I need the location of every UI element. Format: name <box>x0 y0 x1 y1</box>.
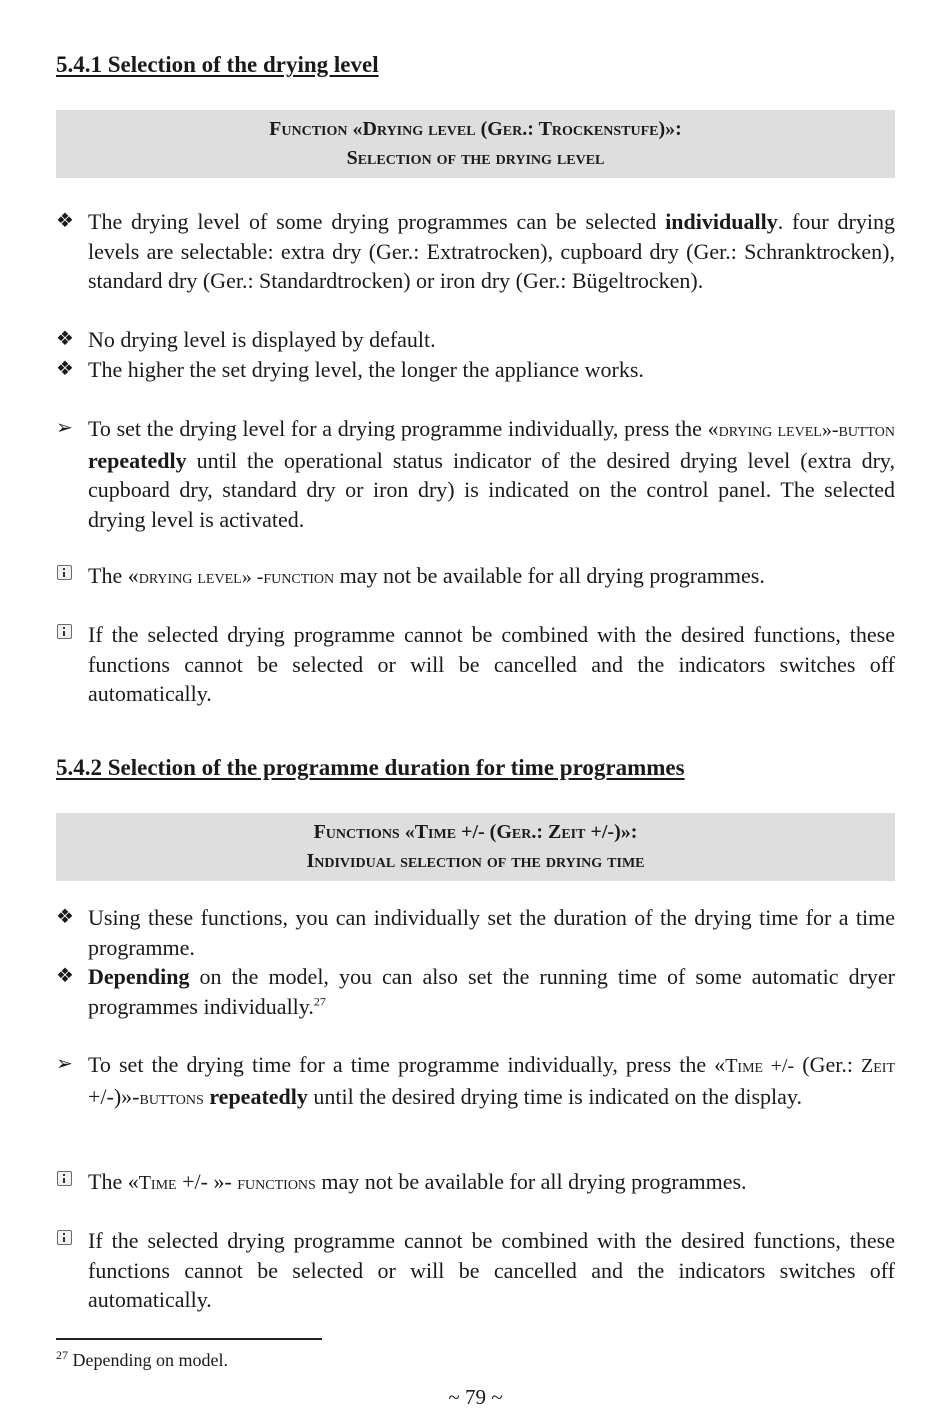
function-box-drying-level <box>56 110 895 178</box>
page-number: ~ 79 ~ <box>448 1385 503 1409</box>
info-icon <box>57 1230 72 1245</box>
bullet-item: ❖ The higher the set drying level, the longer the appliance works. <box>56 355 895 385</box>
info-icon <box>57 565 72 580</box>
footnote <box>56 1350 228 1371</box>
bullet-item: ❖ Using these functions, you can individually set the duration of the drying time for a time programme. <box>56 905 895 960</box>
bullet-item: ❖ The drying level of some drying programmes can be selected individually. four drying levels are selectable: extra dry (Ger.: Extratrocken), cupboard dry (Ger.: Schranktrocken), standard dry (Ger.: Standardtrocken) or iron dry (Ger.: Bügeltrocken). <box>56 209 895 293</box>
instruction-step: ➢ To set the drying level for a drying programme individually, press the «drying level»-button repeatedly until the operational status indicator of the desired drying level (extra dry, cupboard dry, standard dry or iron dry) is indicated on the control panel. The selected drying level is activated. <box>56 416 895 532</box>
function-box-title: Functions «Time +/- (Ger.: Zeit +/-)»: <box>313 821 638 843</box>
footnote-reference: 27 <box>313 994 326 1009</box>
footnote-text: Depending on model. <box>68 1350 228 1370</box>
arrow-icon: ➢ <box>56 417 73 439</box>
footnote-number: 27 <box>56 1348 68 1362</box>
function-box-title: Function «Drying level (Ger.: Trockenstufe)»: <box>269 118 682 140</box>
function-box-subtitle: Individual selection of the drying time <box>306 850 645 872</box>
bullet-diamond-icon: ❖ <box>56 965 74 987</box>
section-heading-5-4-1: 5.4.1 Selection of the drying level <box>56 52 379 77</box>
bullet-diamond-icon: ❖ <box>56 906 74 928</box>
info-note: If the selected drying programme cannot be combined with the desired functions, these functions cannot be selected or will be cancelled and the indicators switches off automatically. <box>56 620 895 709</box>
info-note: If the selected drying programme cannot be combined with the desired functions, these functions cannot be selected or will be cancelled and the indicators switches off automatically. <box>56 1226 895 1315</box>
bullet-diamond-icon: ❖ <box>56 328 74 350</box>
function-box-subtitle: Selection of the drying level <box>346 147 605 169</box>
function-box-time <box>56 813 895 881</box>
info-icon <box>57 1171 72 1186</box>
bullet-item: ❖ Depending on the model, you can also set the running time of some automatic dryer programmes individually.$^{27}$ <box>56 964 895 1019</box>
arrow-icon: ➢ <box>56 1053 73 1075</box>
info-icon <box>57 624 72 639</box>
bullet-diamond-icon: ❖ <box>56 358 74 380</box>
info-note: The «Time +/- »- functions may not be available for all drying programmes. <box>56 1167 895 1199</box>
footnote-divider <box>56 1338 322 1340</box>
section-heading-5-4-2: 5.4.2 Selection of the programme duration for time programmes <box>56 755 685 780</box>
bullet-diamond-icon: ❖ <box>56 210 74 232</box>
bullet-item: ❖ No drying level is displayed by default. <box>56 325 895 355</box>
info-note: The «drying level» -function may not be available for all drying programmes. <box>56 561 895 593</box>
instruction-step: ➢ To set the drying time for a time programme individually, press the «Time +/- (Ger.: Zeit +/-)»-buttons repeatedly until the desired drying time is indicated on the display. <box>56 1052 896 1109</box>
